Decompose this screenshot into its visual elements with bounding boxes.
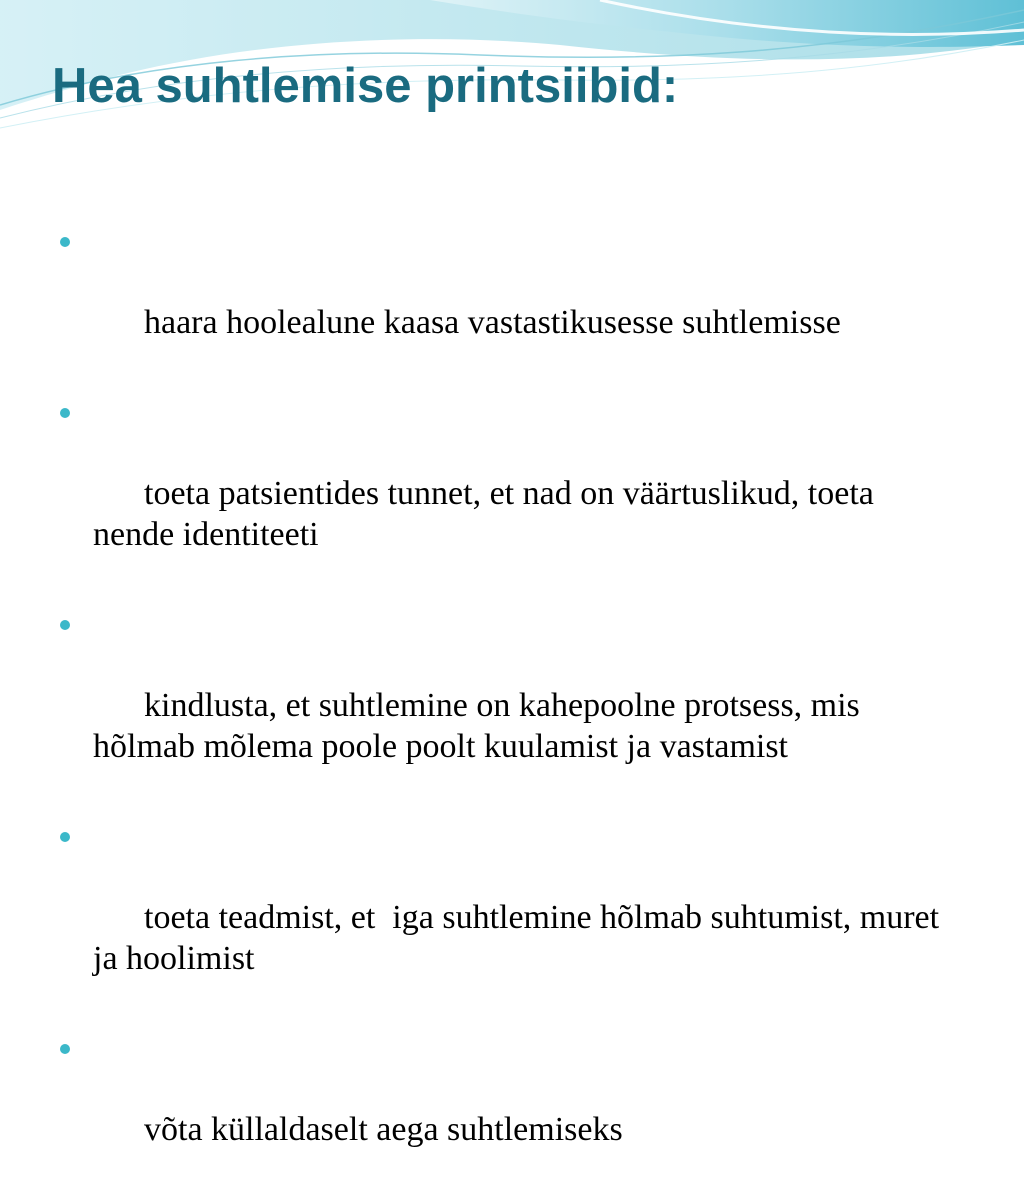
bullet-item xyxy=(60,1027,960,1191)
bullet-item xyxy=(60,391,960,596)
bullet-text: kindlusta, et suhtlemine on kahepoolne protsess, mis hõlmab mõlema poole poolt kuulamist ja vastamist xyxy=(93,687,869,765)
bullet-item xyxy=(60,815,960,1020)
bullet-dot-icon xyxy=(60,237,70,247)
bullet-list xyxy=(60,220,960,1198)
bullet-text: võta küllaldaselt aega suhtlemiseks xyxy=(144,1111,623,1148)
bullet-dot-icon xyxy=(60,408,70,418)
bullet-dot-icon xyxy=(60,620,70,630)
bullet-text: toeta patsientides tunnet, et nad on väärtuslikud, toeta nende identiteeti xyxy=(93,475,883,553)
bullet-item xyxy=(60,603,960,808)
bullet-dot-icon xyxy=(60,1044,70,1054)
bullet-text: toeta teadmist, et iga suhtlemine hõlmab suhtumist, muret ja hoolimist xyxy=(93,899,948,977)
bullet-dot-icon xyxy=(60,832,70,842)
slide-title: Hea suhtlemise printsiibid: xyxy=(52,59,679,113)
bullet-text: haara hoolealune kaasa vastastikusesse suhtlemisse xyxy=(144,304,841,341)
bullet-item xyxy=(60,220,960,384)
